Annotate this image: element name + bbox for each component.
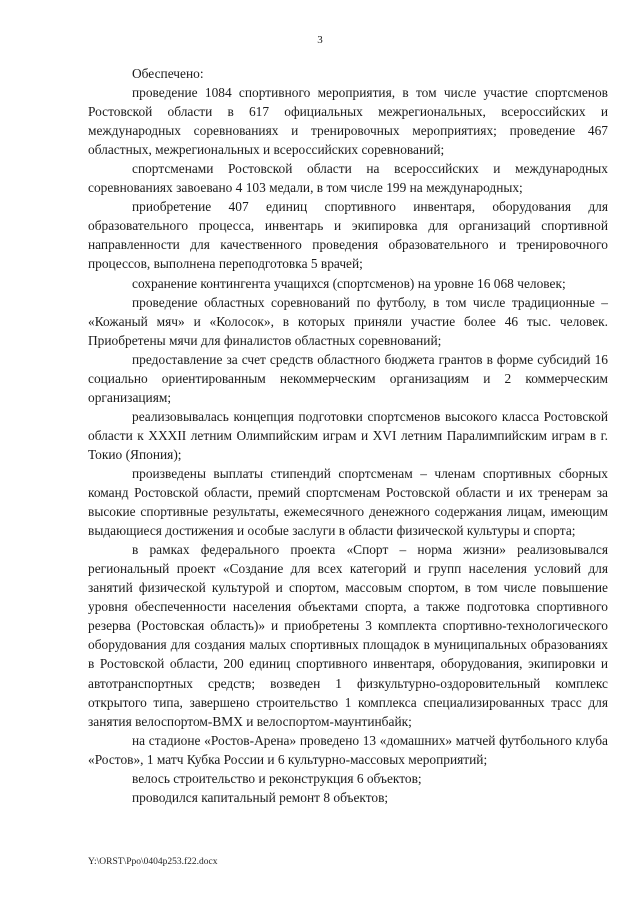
page-number: 3 bbox=[317, 34, 323, 46]
paragraph: в рамках федерального проекта «Спорт – норма жизни» реализовывался региональный проект «Создание для всех категорий и групп населения условий для занятий физической культурой и спортом, массовым спортом, в том числе повышение уровня обеспеченности населения объектами спорта, а также подготовка спортивного резерва (Ростовская область)» и приобретены 3 комплекта спортивно-технологического оборудования для создания малых спортивных площадок в муниципальных образованиях в Ростовской области, 200 единиц спортивного инвентаря, оборудования, экипировки и автотранспортных средств; возведен 1 физкультурно-оздоровительный комплекс открытого типа, завершено строительство 1 комплекса специализированных трасс для занятия велоспортом-BMX и велоспортом-маунтинбайк; bbox=[88, 542, 608, 729]
paragraph: проведение 1084 спортивного мероприятия, в том числе участие спортсменов Ростовской области в 617 официальных межрегиональных, всероссийских и международных соревнованиях и тренировочных мероприятиях; проведение 467 областных, межрегиональных и всероссийских соревнований; bbox=[88, 85, 608, 158]
paragraph: проводился капитальный ремонт 8 объектов; bbox=[132, 789, 389, 805]
document-body bbox=[88, 64, 608, 807]
paragraph: на стадионе «Ростов-Арена» проведено 13 «домашних» матчей футбольного клуба «Ростов», 1 матч Кубка России и 6 культурно-массовых мероприятий; bbox=[88, 732, 608, 767]
paragraph: сохранение контингента учащихся (спортсменов) на уровне 16 068 человек; bbox=[132, 275, 566, 291]
paragraph: предоставление за счет средств областного бюджета грантов в форме субсидий 16 социально ориентированным некоммерческим организациям и 2 коммерческим организациям; bbox=[88, 351, 608, 405]
paragraph: Обеспечено: bbox=[132, 66, 204, 81]
paragraph: велось строительство и реконструкция 6 объектов; bbox=[132, 770, 422, 786]
paragraph: реализовывалась концепция подготовки спортсменов высокого класса Ростовской области к XXXII летним Олимпийским играм и XVI летним Паралимпийским играм в г. Токио (Япония); bbox=[88, 408, 608, 462]
paragraph: произведены выплаты стипендий спортсменам – членам спортивных сборных команд Ростовской области, премий спортсменам Ростовской области и их тренерам за высокие спортивные результаты, ежемесячного денежного содержания лицам, имеющим выдающиеся достижения и особые заслуги в области физической культуры и спорта; bbox=[88, 465, 608, 539]
file-path-footer: Y:\ORST\Ppo\0404p253.f22.docx bbox=[88, 857, 218, 867]
paragraph: приобретение 407 единиц спортивного инвентаря, оборудования для образовательного процесса, инвентарь и экипировка для организаций спортивной направленности для качественного проведения образовательного и тренировочного процессов, выполнена переподготовка 5 врачей; bbox=[88, 199, 608, 272]
paragraph: проведение областных соревнований по футболу, в том числе традиционные – «Кожаный мяч» и «Колосок», в которых приняли участие более 46 тыс. человек. Приобретены мячи для финалистов областных соревнований; bbox=[88, 294, 608, 348]
paragraph: спортсменами Ростовской области на всероссийских и международных соревнованиях завоевано 4 103 медали, в том числе 199 на международных; bbox=[88, 161, 608, 196]
